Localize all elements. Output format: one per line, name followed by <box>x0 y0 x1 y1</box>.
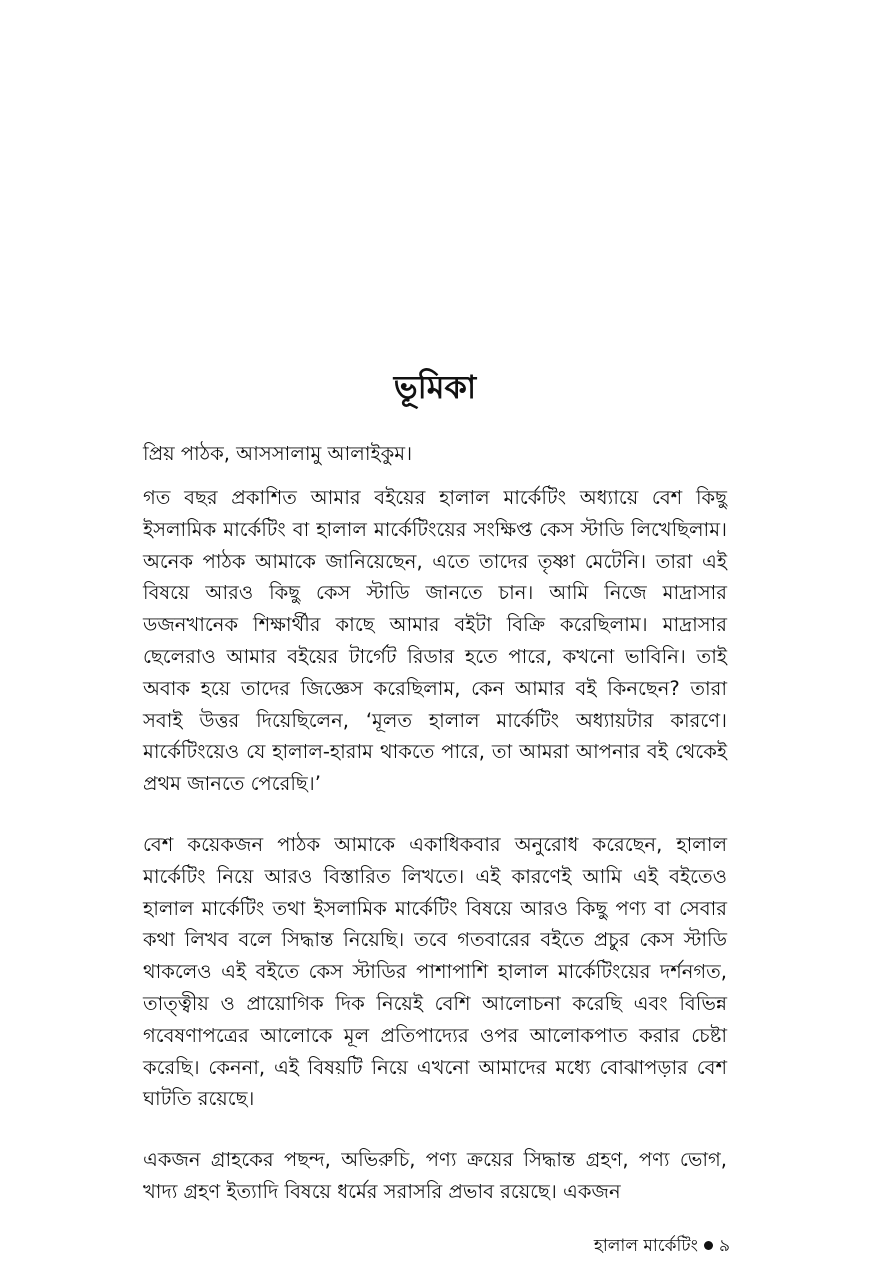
bullet-icon <box>704 1241 713 1250</box>
footer-book-title: হালাল মার্কেটিং <box>593 1236 698 1256</box>
body-paragraph: গত বছর প্রকাশিত আমার বইয়ের হালাল মার্কেটিং অধ্যায়ে বেশ কিছু ইসলামিক মার্কেটিং বা হালাল মার্কেটিংয়ের সংক্ষিপ্ত কেস স্টাডি লিখেছিলাম। অনেক পাঠক আমাকে জানিয়েছেন, এতে তাদের তৃষ্ণা মেটেনি। তারা এই বিষয়ে আরও কিছু কেস স্টাডি জানতে চান। আমি নিজে মাদ্রাসার ডজনখানেক শিক্ষার্থীর কাছে আমার বইটা বিক্রি করেছিলাম। মাদ্রাসার ছেলেরাও আমার বইয়ের টার্গেট রিডার হতে পারে, কখনো ভাবিনি। তাই অবাক হয়ে তাদের জিজ্ঞেস করেছিলাম, কেন আমার বই কিনছেন? তারা সবাই উত্তর দিয়েছিলেন, ‘মূলত হালাল মার্কেটিং অধ্যায়টার কারণে। মার্কেটিংয়েও যে হালাল-হারাম থাকতে পারে, তা আমরা আপনার বই থেকেই প্রথম জানতে পেরেছি।’ <box>143 486 727 796</box>
salutation: প্রিয় পাঠক, আসসালামু আলাইকুম। <box>143 442 413 465</box>
page-number: ৯ <box>718 1236 730 1256</box>
page-title: ভূমিকা <box>393 368 477 406</box>
running-footer <box>594 1234 730 1258</box>
body-paragraph: একজন গ্রাহকের পছন্দ, অভিরুচি, পণ্য ক্রয়ের সিদ্ধান্ত গ্রহণ, পণ্য ভোগ, খাদ্য গ্রহণ ইত্যাদি বিষয়ে ধর্মের সরাসরি প্রভাব রয়েছে। একজন <box>143 1148 727 1203</box>
body-paragraph: বেশ কয়েকজন পাঠক আমাকে একাধিকবার অনুরোধ করেছেন, হালাল মার্কেটিং নিয়ে আরও বিস্তারিত লিখতে। এই কারণেই আমি এই বইতেও হালাল মার্কেটিং তথা ইসলামিক মার্কেটিং বিষয়ে আরও কিছু পণ্য বা সেবার কথা লিখব বলে সিদ্ধান্ত নিয়েছি। তবে গতবারের বইতে প্রচুর কেস স্টাডি থাকলেও এই বইতে কেস স্টাডির পাশাপাশি হালাল মার্কেটিংয়ের দর্শনগত, তাত্ত্বীয় ও প্রায়োগিক দিক নিয়েই বেশি আলোচনা করেছি এবং বিভিন্ন গবেষণাপত্রের আলোকে মূল প্রতিপাদ্যের ওপর আলোকপাত করার চেষ্টা করেছি। কেননা, এই বিষয়টি নিয়ে এখনো আমাদের মধ্যে বোঝাপড়ার বেশ ঘাটতি রয়েছে। <box>143 833 727 1111</box>
